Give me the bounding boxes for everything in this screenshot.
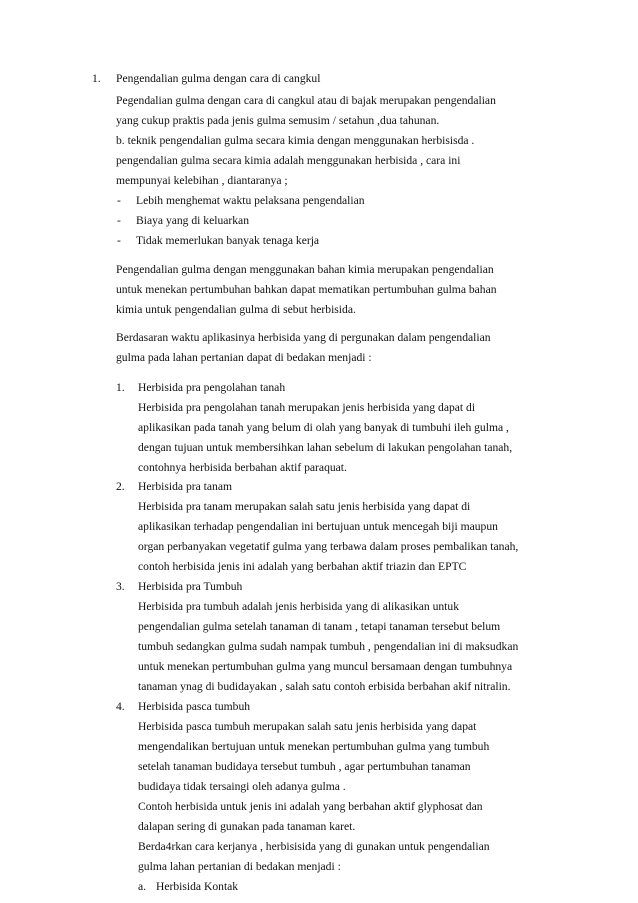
sub-item-line: organ perbanyakan vegetatif gulma yang terbawa dalam proses pembalikan tanah, <box>138 540 519 553</box>
paragraph-line: b. teknik pengendalian gulma secara kimia dengan menggunakan herbisisda . <box>116 134 475 147</box>
sub-item-line: aplikasikan pada tanah yang belum di olah yang banyak di tumbuhi ileh gulma , <box>138 421 509 434</box>
sub-item-title: Herbisida pra pengolahan tanah <box>138 381 286 394</box>
sub-item-line: Herbisida pra pengolahan tanah merupakan jenis herbisida yang dapat di <box>138 401 476 414</box>
subsub-item-title: Herbisida Kontak <box>156 880 239 893</box>
sub-item-line: dengan tujuan untuk membersihkan lahan sebelum di lakukan pengolahan tanah, <box>138 441 513 454</box>
dash-list-item: Tidak memerlukan banyak tenaga kerja <box>136 234 320 247</box>
paragraph-line: pengendalian gulma secara kimia adalah menggunakan herbisida , cara ini <box>116 154 461 167</box>
sub-item-line: Herbisida pra tanam merupakan salah satu jenis herbisida yang dapat di <box>138 500 471 513</box>
dash-bullet: - <box>117 234 121 247</box>
dash-bullet: - <box>117 194 121 207</box>
sub-item-line: gulma lahan pertanian di bedakan menjadi : <box>138 860 341 873</box>
sub-item-line: dalapan sering di gunakan pada tanaman karet. <box>138 820 356 833</box>
sub-item-line: setelah tanaman budidaya tersebut tumbuh , agar pertumbuhan tanaman <box>138 760 471 773</box>
paragraph-line: untuk menekan pertumbuhan bahkan dapat mematikan pertumbuhan gulma bahan <box>116 283 497 296</box>
item-1-number: 1. <box>92 72 101 85</box>
sub-item-line: Berda4rkan cara kerjanya , herbisisida yang di gunakan untuk pengendalian <box>138 840 490 853</box>
sub-item-title: Herbisida pra tanam <box>138 480 233 493</box>
sub-item-line: tanaman ynag di budidayakan , salah satu contoh erbisida berbahan akif nitralin. <box>138 680 511 693</box>
sub-item-number: 4. <box>116 700 125 713</box>
paragraph-line: Pengendalian gulma dengan menggunakan bahan kimia merupakan pengendalian <box>116 263 494 276</box>
sub-item-line: tumbuh sedangkan gulma sudah nampak tumbuh , pengendalian ini di maksudkan <box>138 640 519 653</box>
item-1-title: Pengendalian gulma dengan cara di cangkul <box>116 72 321 85</box>
sub-item-line: contoh herbisida jenis ini adalah yang berbahan aktif triazin dan EPTC <box>138 560 467 573</box>
subsub-item-number: a. <box>138 880 147 893</box>
sub-item-number: 1. <box>116 381 125 394</box>
sub-item-line: untuk menekan pertumbuhan gulma yang muncul bersamaan dengan tumbuhnya <box>138 660 513 673</box>
sub-item-line: pengendalian gulma setelah tanaman di tanam , tetapi tanaman tersebut belum <box>138 620 501 633</box>
sub-item-number: 3. <box>116 580 125 593</box>
sub-item-line: Contoh herbisida untuk jenis ini adalah yang berbahan aktif glyphosat dan <box>138 800 483 813</box>
sub-item-title: Herbisida pasca tumbuh <box>138 700 251 713</box>
sub-item-line: budidaya tidak tersaingi oleh adanya gulma . <box>138 780 346 793</box>
paragraph-line: kimia untuk pengendalian gulma di sebut herbisida. <box>116 303 356 316</box>
paragraph-line: yang cukup praktis pada jenis gulma semusim / setahun ,dua tahunan. <box>116 114 440 127</box>
paragraph-line: Berdasaran waktu aplikasinya herbisida yang di pergunakan dalam pengendalian <box>116 331 491 344</box>
paragraph-line: Pegendalian gulma dengan cara di cangkul atau di bajak merupakan pengendalian <box>116 94 496 107</box>
dash-bullet: - <box>117 214 121 227</box>
sub-item-line: Herbisida pasca tumbuh merupakan salah satu jenis herbisida yang dapat <box>138 720 477 733</box>
dash-list-item: Biaya yang di keluarkan <box>136 214 249 227</box>
sub-item-line: aplikasikan terhadap pengendalian ini bertujuan untuk mencegah biji maupun <box>138 520 498 533</box>
sub-item-line: mengendalikan bertujuan untuk menekan pertumbuhan gulma yang tumbuh <box>138 740 490 753</box>
paragraph-line: gulma pada lahan pertanian dapat di bedakan menjadi : <box>116 351 372 364</box>
sub-item-line: contohnya herbisida berbahan aktif paraquat. <box>138 461 347 474</box>
sub-item-line: Herbisida pra tumbuh adalah jenis herbisida yang di alikasikan untuk <box>138 600 460 613</box>
paragraph-line: mempunyai kelebihan , diantaranya ; <box>116 174 288 187</box>
sub-item-number: 2. <box>116 480 125 493</box>
dash-list-item: Lebih menghemat waktu pelaksana pengendalian <box>136 194 365 207</box>
sub-item-title: Herbisida pra Tumbuh <box>138 580 243 593</box>
